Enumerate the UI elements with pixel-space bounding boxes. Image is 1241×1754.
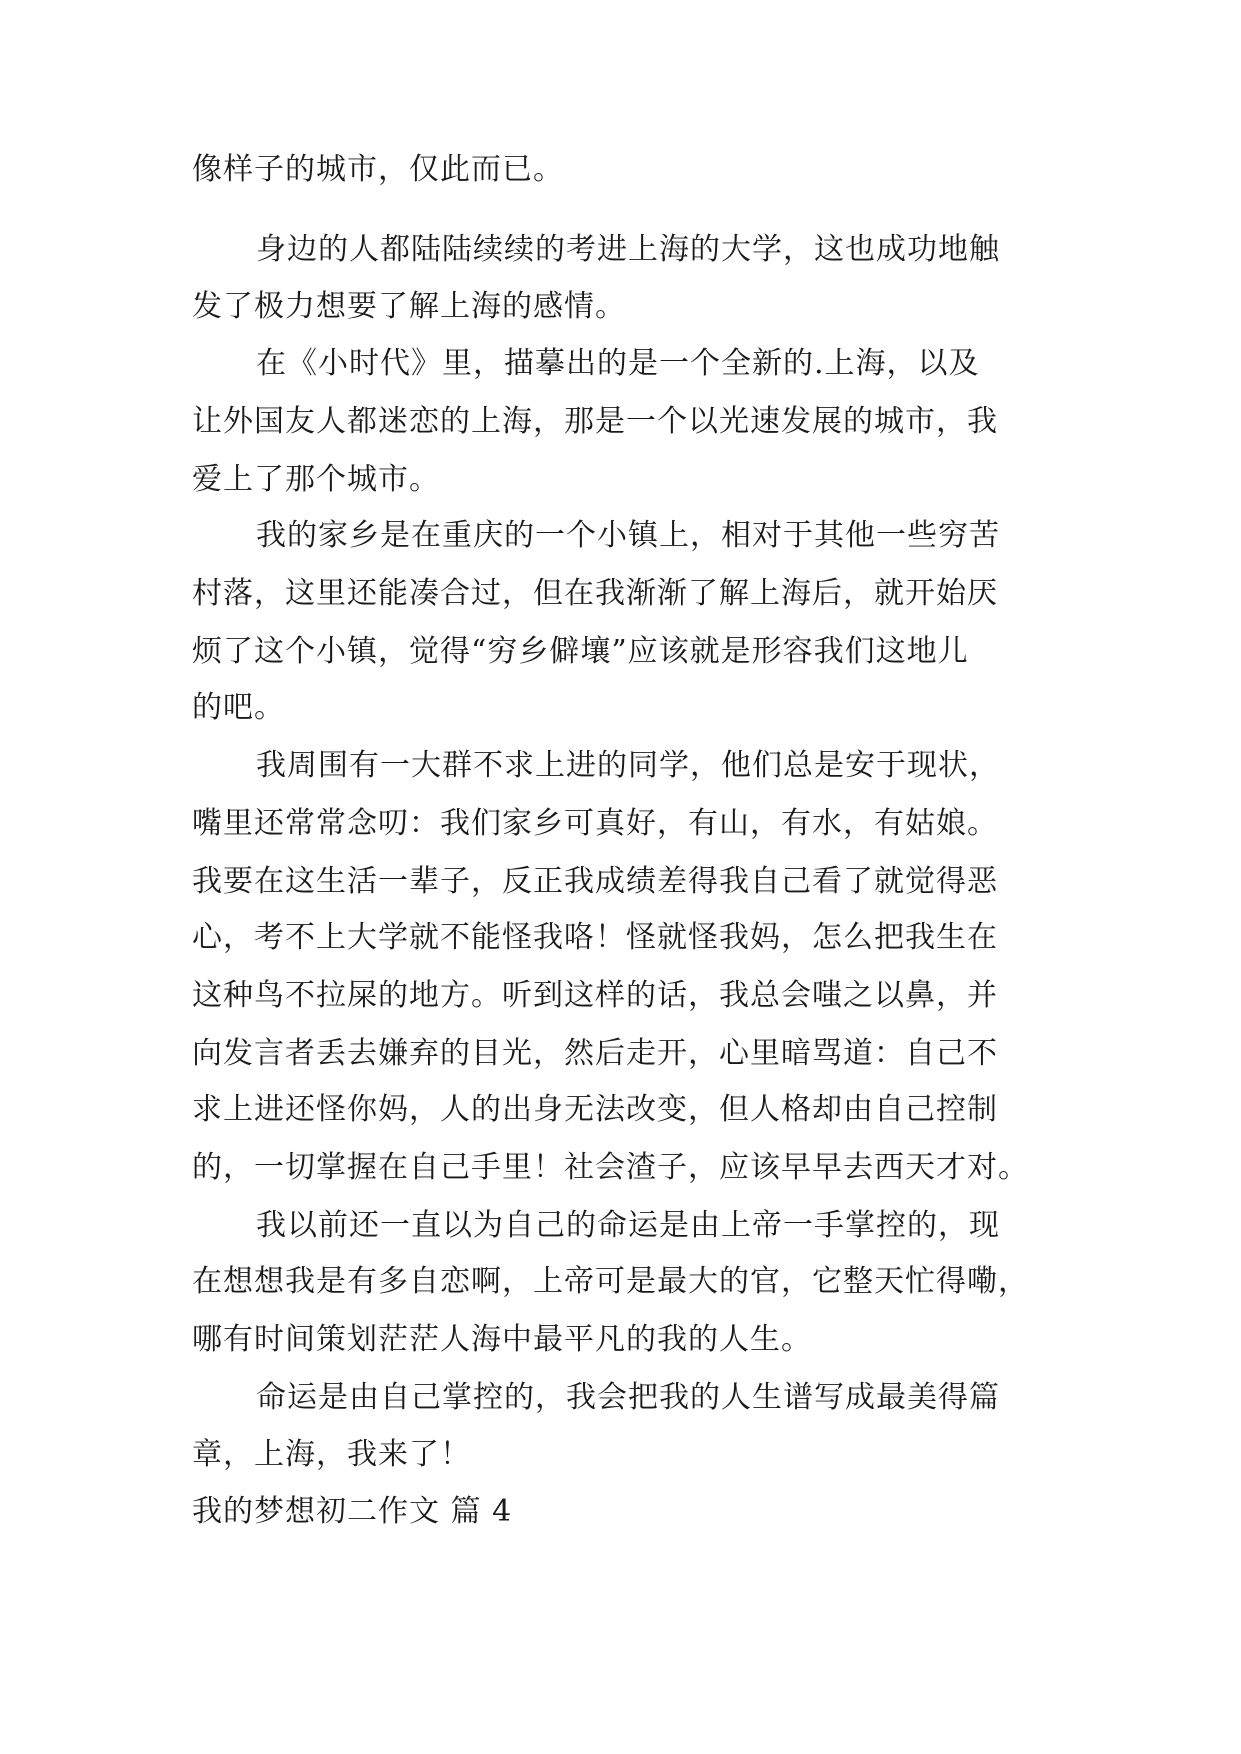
text-line: 像样子的城市，仅此而已。: [192, 152, 564, 187]
text-line: 发了极力想要了解上海的感情。: [192, 289, 626, 324]
paragraph-first-line: 身边的人都陆陆续续的考进上海的大学，这也成功地触: [256, 232, 1000, 267]
text-line: 烦了这个小镇，觉得“穷乡僻壤”应该就是形容我们这地儿: [192, 634, 969, 669]
text-line: 的吧。: [192, 690, 285, 725]
text-line: 村落，这里还能凑合过，但在我渐渐了解上海后，就开始厌: [192, 576, 998, 611]
text-line: 在想想我是有多自恋啊，上帝可是最大的官，它整天忙得嘞，: [192, 1264, 1029, 1299]
paragraph-first-line: 我周围有一大群不求上进的同学，他们总是安于现状，: [256, 748, 1000, 783]
text-line: 的，一切掌握在自己手里！社会渣子，应该早早去西天才对。: [192, 1150, 1029, 1185]
paragraph-first-line: 在《小时代》里，描摹出的是一个全新的.上海，以及: [256, 346, 980, 381]
text-line: 让外国友人都迷恋的上海，那是一个以光速发展的城市，我: [192, 404, 998, 439]
text-line: 这种鸟不拉屎的地方。听到这样的话，我总会嗤之以鼻，并: [192, 978, 998, 1013]
text-line: 爱上了那个城市。: [192, 462, 440, 497]
text-line: 心，考不上大学就不能怪我咯！怪就怪我妈，怎么把我生在: [192, 920, 998, 955]
text-line: 求上进还怪你妈，人的出身无法改变，但人格却由自己控制: [192, 1092, 998, 1127]
paragraph-first-line: 我的家乡是在重庆的一个小镇上，相对于其他一些穷苦: [256, 518, 1000, 553]
text-line: 我要在这生活一辈子，反正我成绩差得我自己看了就觉得恶: [192, 864, 998, 899]
section-heading: 我的梦想初二作文 篇 4: [192, 1494, 513, 1529]
paragraph-first-line: 我以前还一直以为自己的命运是由上帝一手掌控的，现: [256, 1208, 1000, 1243]
text-line: 章，上海，我来了！: [192, 1437, 471, 1472]
text-line: 嘴里还常常念叨：我们家乡可真好，有山，有水，有姑娘。: [192, 806, 998, 841]
paragraph-first-line: 命运是由自己掌控的，我会把我的人生谱写成最美得篇: [256, 1380, 1000, 1415]
text-line: 向发言者丢去嫌弃的目光，然后走开，心里暗骂道：自己不: [192, 1036, 998, 1071]
text-line: 哪有时间策划茫茫人海中最平凡的我的人生。: [192, 1322, 812, 1357]
